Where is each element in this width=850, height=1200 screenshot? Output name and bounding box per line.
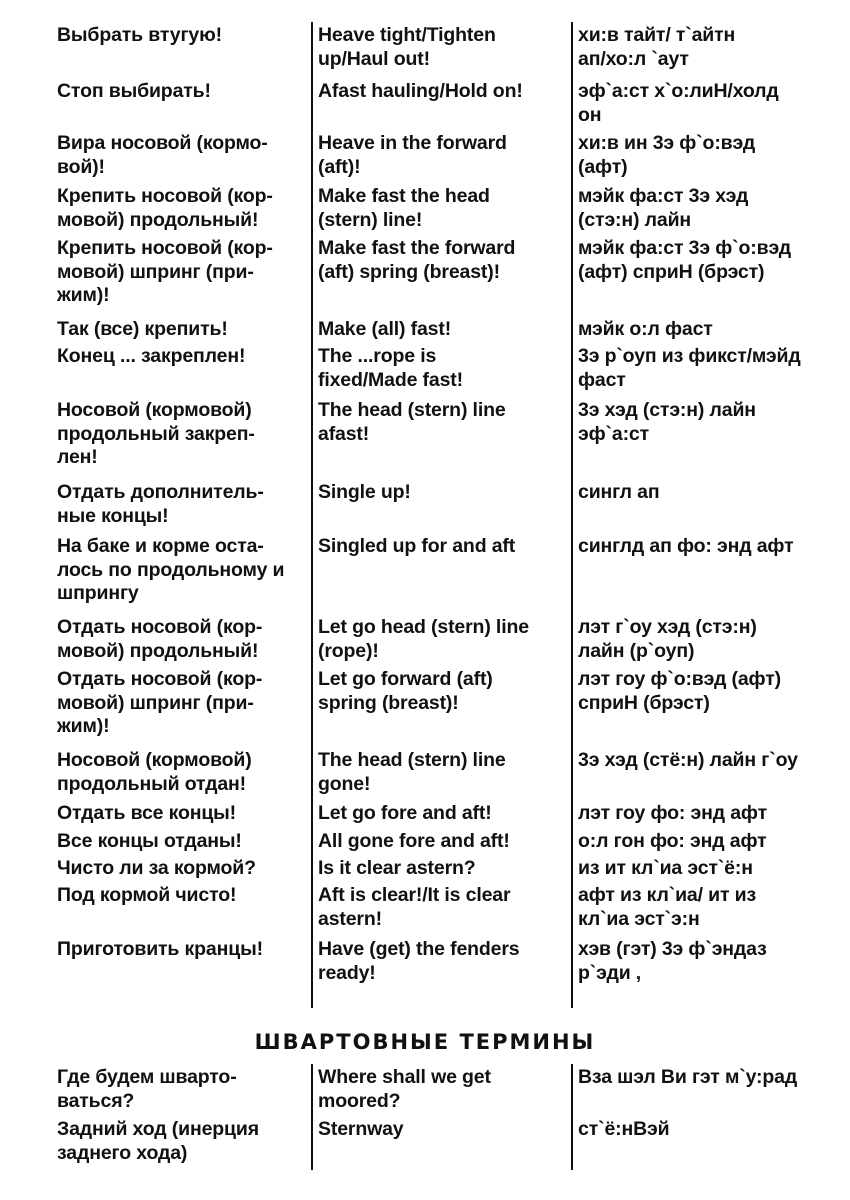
section-title: ШВАРТОВНЫЕ ТЕРМИНЫ <box>254 1030 596 1054</box>
english-phrase: Make fast the head (stern) line! <box>318 185 490 231</box>
english-phrase: Heave tight/Tighten up/Haul out! <box>318 24 496 70</box>
english-phrase: Let go head (stern) line (rope)! <box>318 616 529 662</box>
russian-phrase: Где будем шварто- ваться? <box>57 1066 237 1112</box>
transcription: хи:в ин 3э ф`о:вэд (афт) <box>578 132 756 178</box>
transcription: синглд ап фо: энд афт <box>578 535 794 557</box>
english-phrase: Make fast the forward (aft) spring (breast)! <box>318 237 516 283</box>
russian-phrase: Отдать все концы! <box>57 802 237 824</box>
column-divider-2 <box>571 22 573 1008</box>
russian-phrase: Задний ход (инерция заднего хода) <box>57 1118 259 1164</box>
russian-phrase: Приготовить кранцы! <box>57 938 263 960</box>
english-phrase: The head (stern) line afast! <box>318 399 506 445</box>
english-phrase: Make (all) fast! <box>318 318 452 340</box>
english-phrase: Sternway <box>318 1118 404 1140</box>
russian-phrase: Вира носовой (кормо- вой)! <box>57 132 268 178</box>
transcription: мэйк фа:ст 3э хэд (стэ:н) лайн <box>578 185 749 231</box>
english-phrase: Heave in the forward (aft)! <box>318 132 507 178</box>
russian-phrase: Носовой (кормовой) продольный отдан! <box>57 749 252 795</box>
transcription: лэт гоу фо: энд афт <box>578 802 767 824</box>
english-phrase: Single up! <box>318 481 411 503</box>
column-divider-2 <box>571 1064 573 1170</box>
english-phrase: The head (stern) line gone! <box>318 749 506 795</box>
transcription: ст`ё:нВэй <box>578 1118 670 1140</box>
transcription: 3э хэд (стэ:н) лайн эф`а:ст <box>578 399 756 445</box>
english-phrase: Is it clear astern? <box>318 857 476 879</box>
russian-phrase: Отдать носовой (кор- мовой) шпринг (при- жим)! <box>57 668 263 737</box>
transcription: о:л гон фо: энд афт <box>578 830 767 852</box>
transcription: лэт гоу ф`о:вэд (афт) сприН (брэст) <box>578 668 781 714</box>
transcription: сингл ап <box>578 481 660 503</box>
russian-phrase: Крепить носовой (кор- мовой) шпринг (при- жим)! <box>57 237 273 306</box>
russian-phrase: Под кормой чисто! <box>57 884 237 906</box>
transcription: мэйк о:л фаст <box>578 318 713 340</box>
transcription: из ит кл`иа эст`ё:н <box>578 857 753 879</box>
english-phrase: The ...rope is fixed/Made fast! <box>318 345 463 391</box>
russian-phrase: На баке и корме оста- лось по продольному и шпрингу <box>57 535 285 604</box>
russian-phrase: Отдать носовой (кор- мовой) продольный! <box>57 616 263 662</box>
english-phrase: Have (get) the fenders ready! <box>318 938 520 984</box>
english-phrase: Let go fore and aft! <box>318 802 492 824</box>
russian-phrase: Стоп выбирать! <box>57 80 211 102</box>
english-phrase: Singled up for and aft <box>318 535 516 557</box>
english-phrase: Where shall we get moored? <box>318 1066 491 1112</box>
transcription: 3э хэд (стё:н) лайн г`оу <box>578 749 798 771</box>
russian-phrase: Выбрать втугую! <box>57 24 222 46</box>
english-phrase: Let go forward (aft) spring (breast)! <box>318 668 493 714</box>
russian-phrase: Носовой (кормовой) продольный закреп- лен! <box>57 399 255 468</box>
russian-phrase: Чисто ли за кормой? <box>57 857 256 879</box>
transcription: хи:в тайт/ т`айтн ап/хо:л `аут <box>578 24 736 70</box>
english-phrase: All gone fore and aft! <box>318 830 510 852</box>
transcription: хэв (гэт) 3э ф`эндаз р`эди , <box>578 938 767 984</box>
english-phrase: Aft is clear!/It is clear astern! <box>318 884 511 930</box>
transcription: эф`а:ст х`о:лиН/холд он <box>578 80 779 126</box>
column-divider-1 <box>311 22 313 1008</box>
russian-phrase: Так (все) крепить! <box>57 318 228 340</box>
english-phrase: Afast hauling/Hold on! <box>318 80 523 102</box>
russian-phrase: Все концы отданы! <box>57 830 242 852</box>
russian-phrase: Отдать дополнитель- ные концы! <box>57 481 264 527</box>
transcription: лэт г`оу хэд (стэ:н) лайн (р`оуп) <box>578 616 757 662</box>
transcription: мэйк фа:ст 3э ф`о:вэд (афт) сприН (брэст) <box>578 237 792 283</box>
transcription: Вза шэл Ви гэт м`у:рад <box>578 1066 798 1088</box>
transcription: 3э р`оуп из фикст/мэйд фаст <box>578 345 801 391</box>
russian-phrase: Крепить носовой (кор- мовой) продольный! <box>57 185 273 231</box>
transcription: афт из кл`иа/ ит из кл`иа эст`э:н <box>578 884 757 930</box>
column-divider-1 <box>311 1064 313 1170</box>
russian-phrase: Конец ... закреплен! <box>57 345 246 367</box>
